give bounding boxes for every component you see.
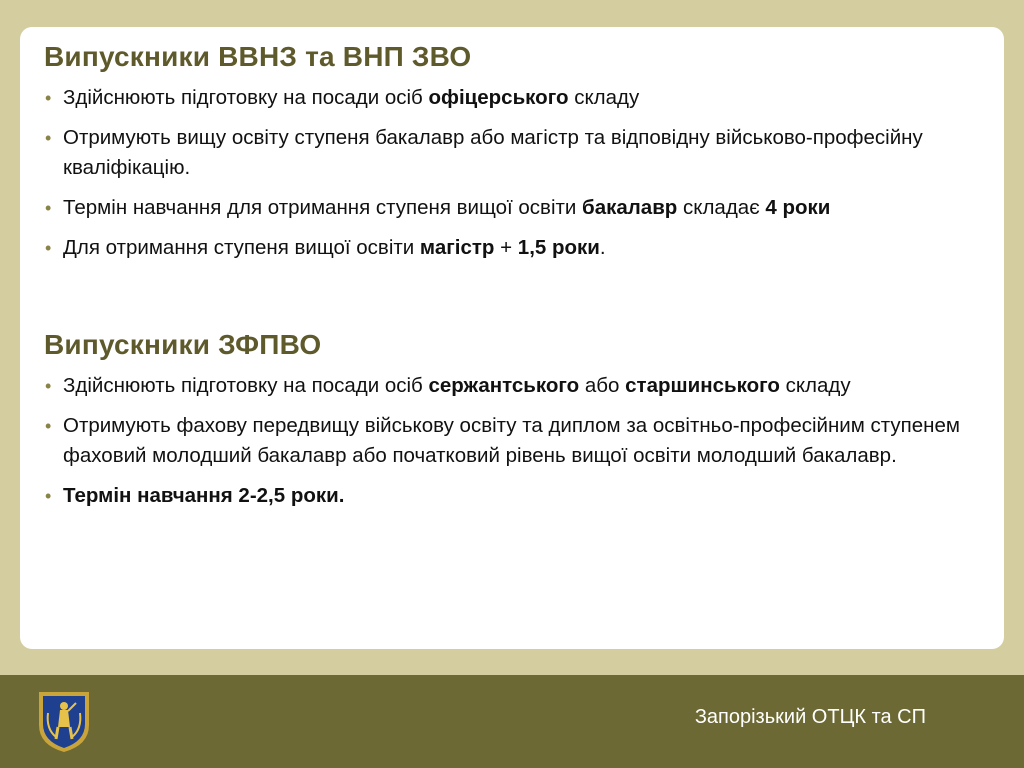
bullet-list — [44, 371, 974, 511]
bold-text: 4 роки — [765, 196, 831, 219]
organization-name: Запорізький ОТЦК та СП — [694, 706, 926, 728]
bold-text: магістр — [419, 236, 495, 259]
bullet-item — [44, 371, 974, 401]
bullet-item — [44, 83, 974, 113]
bold-text: старшинського — [625, 374, 780, 397]
section-zfpvo — [44, 329, 974, 511]
text: складу — [779, 374, 851, 397]
section-title: Випускники ВВНЗ та ВНП ЗВО — [44, 41, 472, 72]
bold-text: 1,5 роки — [517, 236, 600, 259]
bullet-item — [44, 411, 974, 471]
bold-text: сержантського — [428, 374, 580, 397]
bullet-item — [44, 193, 974, 223]
bold-text: офіцерського — [428, 86, 569, 109]
content-card — [20, 27, 1004, 649]
bold-text: бакалавр — [582, 196, 678, 219]
bullet-item — [44, 123, 974, 183]
section-vvnz — [44, 41, 974, 263]
text: . — [599, 236, 606, 259]
bold-text: Термін навчання 2-2,5 роки. — [63, 484, 345, 507]
bullet-item — [44, 481, 974, 511]
text: складу — [568, 86, 640, 109]
text: складає — [677, 196, 766, 219]
text: або — [579, 374, 626, 397]
text: Здійснюють підготовку на посади осіб — [63, 374, 429, 397]
text: Здійснюють підготовку на посади осіб — [63, 86, 429, 109]
text: Для отримання ступеня вищої освіти — [63, 236, 420, 259]
footer-bar — [0, 675, 1024, 768]
section-title: Випускники ЗФПВО — [44, 329, 322, 360]
text: Отримують вищу освіту ступеня бакалавр або магістр та відповідну військово-професійну кваліфікацію. — [63, 126, 923, 179]
coat-of-arms-icon — [36, 689, 92, 755]
bullet-list — [44, 83, 974, 263]
bullet-item — [44, 233, 974, 263]
slide-content — [44, 41, 974, 511]
text: Термін навчання для отримання ступеня вищої освіти — [63, 196, 583, 219]
text: + — [494, 236, 518, 259]
text: Отримують фахову передвищу військову освіту та диплом за освітньо-професійним ступенем фаховий молодший бакалавр або початковий рівень вищої освіти молодший бакалавр. — [63, 414, 960, 467]
